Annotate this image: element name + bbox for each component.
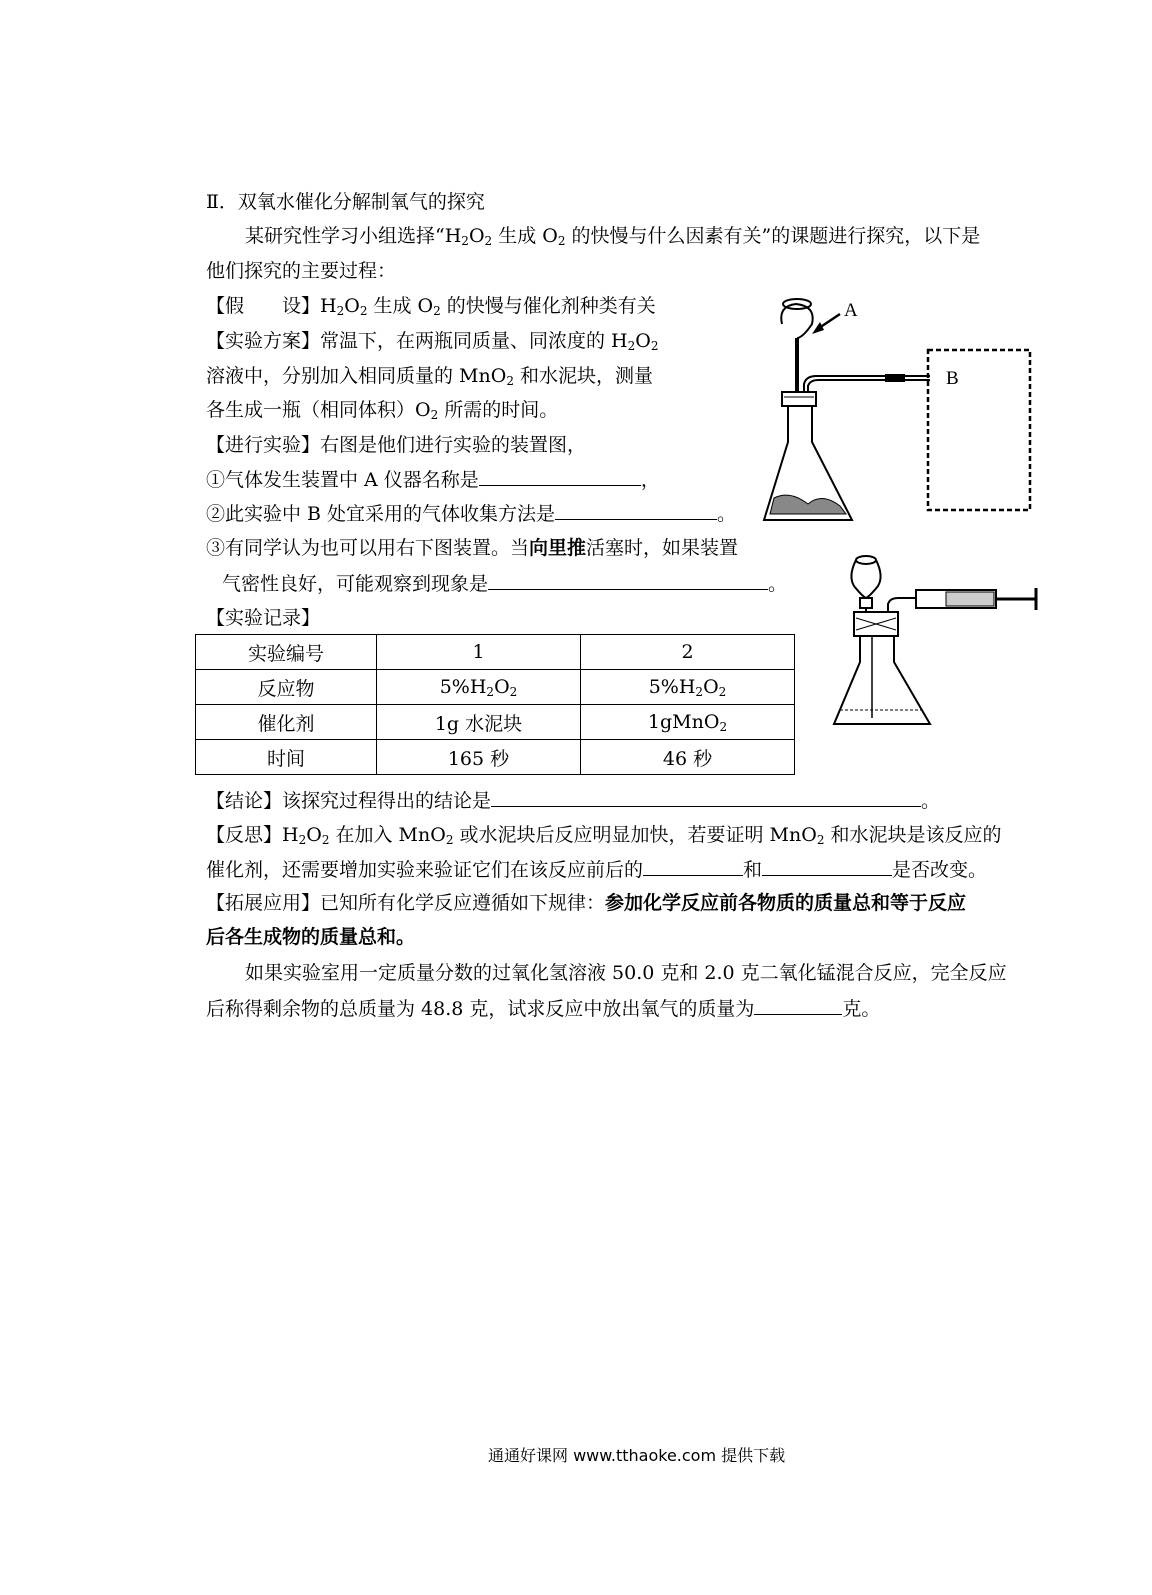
- question-3-line-2: 气密性良好，可能观察到现象是 。: [222, 569, 787, 598]
- apparatus-figure-1: [760, 292, 1100, 527]
- answer-blank-2[interactable]: [555, 499, 717, 520]
- extension-line-1: 【拓展应用】已知所有化学反应遵循如下规律：参加化学反应前各物质的质量总和等于反应: [206, 892, 967, 914]
- question-1: ①气体发生装置中 A 仪器名称是 ，: [206, 465, 660, 494]
- answer-blank-1[interactable]: [479, 465, 641, 486]
- section-title: Ⅱ．双氧水催化分解制氧气的探究: [206, 191, 485, 213]
- reflection-line-2: 催化剂，还需要增加实验来验证它们在该反应前后的 和 是否改变。: [206, 855, 987, 884]
- table-cell: $5\%H_2O_2$: [581, 670, 795, 705]
- plan-line-2: 溶液中，分别加入相同质量的 MnO$_2$ 和水泥块，测量: [206, 365, 653, 388]
- answer-blank-6[interactable]: [762, 855, 892, 876]
- answer-blank-3[interactable]: [488, 569, 768, 590]
- answer-blank-7[interactable]: [754, 994, 842, 1015]
- record-table: [195, 634, 795, 775]
- table-header: 实验编号: [196, 635, 377, 670]
- table-cell: 1g 水泥块: [377, 705, 581, 740]
- table-row: [196, 635, 795, 670]
- answer-blank-5[interactable]: [643, 855, 743, 876]
- table-cell: 反应物: [196, 670, 377, 705]
- plan-line-3: 各生成一瓶（相同体积）$O_2$ 所需的时间。: [206, 399, 559, 422]
- page-footer: 通通好课网 www.tthaoke.com 提供下载: [488, 1446, 786, 1465]
- table-cell: 1gMnO$_2$: [581, 705, 795, 740]
- experiment-line: 【进行实验】右图是他们进行实验的装置图，: [206, 434, 587, 456]
- hypothesis: 【假 设】$H_2O_2$ 生成 $O_2$ 的快慢与催化剂种类有关: [206, 295, 656, 318]
- stopper: [782, 392, 816, 406]
- table-header: 2: [581, 635, 795, 670]
- apparatus-figure-2: [826, 552, 1056, 732]
- question-2: ②此实验中 B 处宜采用的气体收集方法是 。: [206, 499, 736, 528]
- extension-paragraph-1: 如果实验室用一定质量分数的过氧化氢溶液 50.0 克和 2.0 克二氧化锰混合反应，完全反应: [245, 962, 1007, 984]
- table-cell: 165 秒: [377, 740, 581, 775]
- separatory-funnel: [856, 556, 876, 564]
- extension-paragraph-2: 后称得剩余物的总质量为 48.8 克，试求反应中放出氧气的质量为 克。: [206, 994, 880, 1023]
- conclusion: 【结论】该探究过程得出的结论是 。: [206, 786, 940, 815]
- label-b: B: [946, 368, 959, 389]
- table-cell: 46 秒: [581, 740, 795, 775]
- question-3: ③有同学认为也可以用右下图装置。当向里推活塞时，如果装置: [206, 537, 739, 559]
- table-cell: $5\%H_2O_2$: [377, 670, 581, 705]
- extension-line-2: 后各生成物的质量总和。: [206, 926, 416, 948]
- answer-blank-4[interactable]: [491, 786, 921, 807]
- delivery-tube: [804, 376, 930, 392]
- table-row: [196, 740, 795, 775]
- table-row: [196, 670, 795, 705]
- table-cell: 催化剂: [196, 705, 377, 740]
- table-row: [196, 705, 795, 740]
- intro-line-1: 某研究性学习小组选择“$H_2O_2$ 生成 $O_2$ 的快慢与什么因素有关”的课题进行探究，以下是: [245, 225, 981, 248]
- plan-line-1: 【实验方案】常温下，在两瓶同质量、同浓度的 $H_2O_2$: [206, 330, 659, 353]
- table-cell: 时间: [196, 740, 377, 775]
- collection-box: [928, 350, 1030, 510]
- intro-line-2: 他们探究的主要过程：: [206, 260, 397, 282]
- table-header: 1: [377, 635, 581, 670]
- reflection-line-1: 【反思】$H_2O_2$ 在加入 MnO$_2$ 或水泥块后反应明显加快，若要证明 MnO$_2$ 和水泥块是该反应的: [206, 824, 1002, 847]
- conical-flask: [834, 636, 930, 724]
- label-a: A: [844, 300, 858, 321]
- record-label: 【实验记录】: [206, 607, 321, 629]
